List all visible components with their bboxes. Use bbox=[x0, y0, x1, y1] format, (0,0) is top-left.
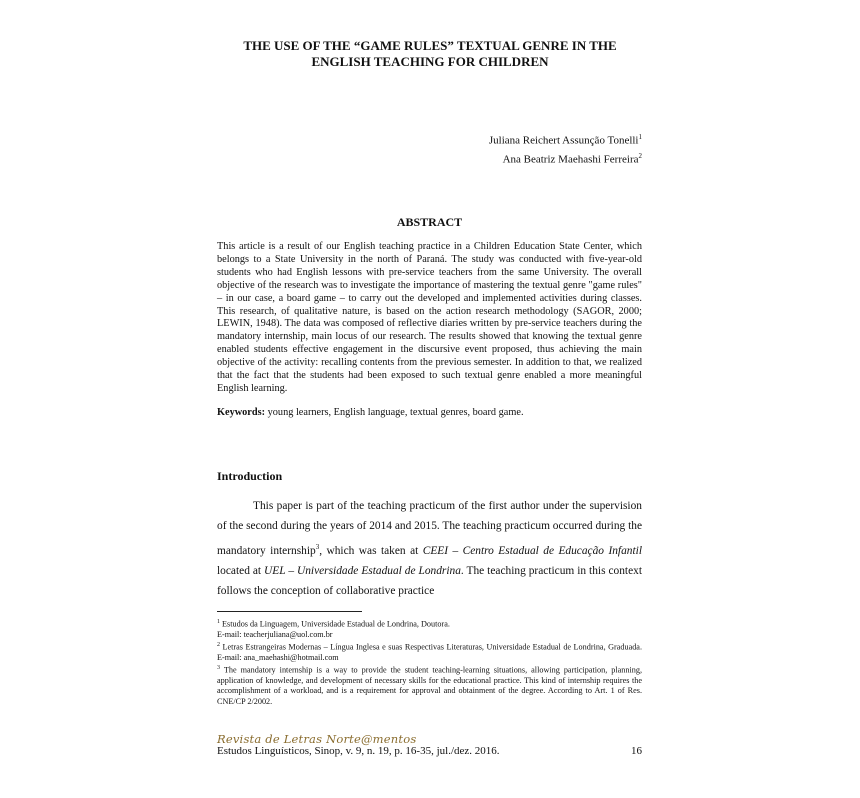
author-1-name: Juliana Reichert Assunção Tonelli bbox=[488, 134, 639, 147]
keywords-label: Keywords: bbox=[217, 407, 266, 418]
introduction-paragraph bbox=[217, 496, 642, 602]
intro-text-3: located at bbox=[217, 565, 265, 578]
footnote-3 bbox=[217, 663, 642, 707]
author-list bbox=[400, 130, 642, 167]
abstract-heading: ABSTRACT bbox=[396, 215, 463, 229]
intro-text-2: , which was taken at bbox=[319, 544, 423, 557]
uel-name: UEL – Universidade Estadual de Londrina bbox=[264, 565, 461, 578]
title-line-1: THE USE OF THE “GAME RULES” TEXTUAL GENRE IN THE bbox=[243, 38, 617, 53]
footnote-divider bbox=[217, 611, 362, 612]
ceei-name: CEEI – Centro Estadual de Educação Infantil bbox=[422, 544, 642, 557]
footer-citation: Estudos Linguísticos, Sinop, v. 9, n. 19, p. 16-35, jul./dez. 2016. bbox=[217, 745, 500, 757]
author-2 bbox=[400, 149, 642, 168]
footnote-1-text: Estudos da Linguagem, Universidade Estadual de Londrina, Doutora. bbox=[220, 619, 450, 629]
author-1-note: 1 bbox=[638, 133, 642, 141]
page-number: 16 bbox=[631, 745, 642, 757]
title-line-2: ENGLISH TEACHING FOR CHILDREN bbox=[311, 54, 549, 69]
footnote-1-email-text: E-mail: teacherjuliana@uol.com.br bbox=[217, 629, 333, 639]
footnote-2 bbox=[217, 640, 642, 663]
intro-text-4: . The teaching practicum in this context follows the conception of collaborative practice bbox=[217, 565, 643, 598]
introduction-heading: Introduction bbox=[217, 469, 283, 483]
footnote-1 bbox=[217, 617, 642, 630]
intro-text-1: This paper is part of the teaching practicum of the first author under the supervision of the second during the years of 2014 and 2015. The teaching practicum occurred during the mandatory internship bbox=[217, 500, 642, 557]
keywords bbox=[217, 406, 642, 419]
footnote-3-text: The mandatory internship is a way to provide the student teaching-learning situations, allowing participation, planning, application of knowledge, and development of necessary skills for the educational practice. This kind of internship requires the accomplishment of a workload, and is a requirement for approval and obtainment of the degree. According to Art. 1 of Res. CNE/CP 2/2002. bbox=[217, 666, 642, 706]
footnote-2-num: 2 bbox=[217, 642, 220, 649]
intro-footnote-ref: 3 bbox=[315, 542, 320, 551]
footnote-1-num: 1 bbox=[217, 619, 220, 625]
footnote-3-num: 3 bbox=[217, 665, 220, 672]
author-2-note: 2 bbox=[638, 151, 642, 160]
author-2-name: Ana Beatriz Maehashi Ferreira bbox=[502, 153, 639, 166]
keywords-text: young learners, English language, textual genres, board game. bbox=[265, 407, 524, 418]
journal-logo: Revista de Letras Norte@mentos bbox=[217, 732, 417, 746]
footnote-1-email bbox=[217, 630, 642, 640]
footnotes bbox=[217, 617, 642, 707]
author-1 bbox=[400, 130, 642, 149]
abstract-text: This article is a result of our English teaching practice in a Children Education State Center, which belongs to a State University in the north of Paraná. The study was conducted with five-year-old students who had English lessons with pre-service teachers from the same University. The overall objective of the research was to investigate the importance of mastering the textual genre "game rules" – in our case, a board game – to carry out the developed and implemented activities during classes. This research, of qualitative nature, is based on the action research methodology (SAGOR, 2000; LEWIN, 1948). The data was composed of reflective diaries written by pre-service teachers during the mandatory internship, main locus of our research. The results showed that knowing the textual genre enabled students effective engagement in the discursive event proposed, thus achieving the main objective of the activity: recalling contents from the previous semester. In addition to that, we realized that the fact that the students had been exposed to such textual genre enabled a more meaningful English learning. bbox=[217, 241, 642, 394]
footnote-2-text: Letras Estrangeiras Modernas – Língua Inglesa e suas Respectivas Literaturas, Universidade Estadual de Londrina, Graduada. E-mail: ana_maehashi@hotmail.com bbox=[217, 642, 642, 663]
paper-title bbox=[200, 38, 660, 70]
